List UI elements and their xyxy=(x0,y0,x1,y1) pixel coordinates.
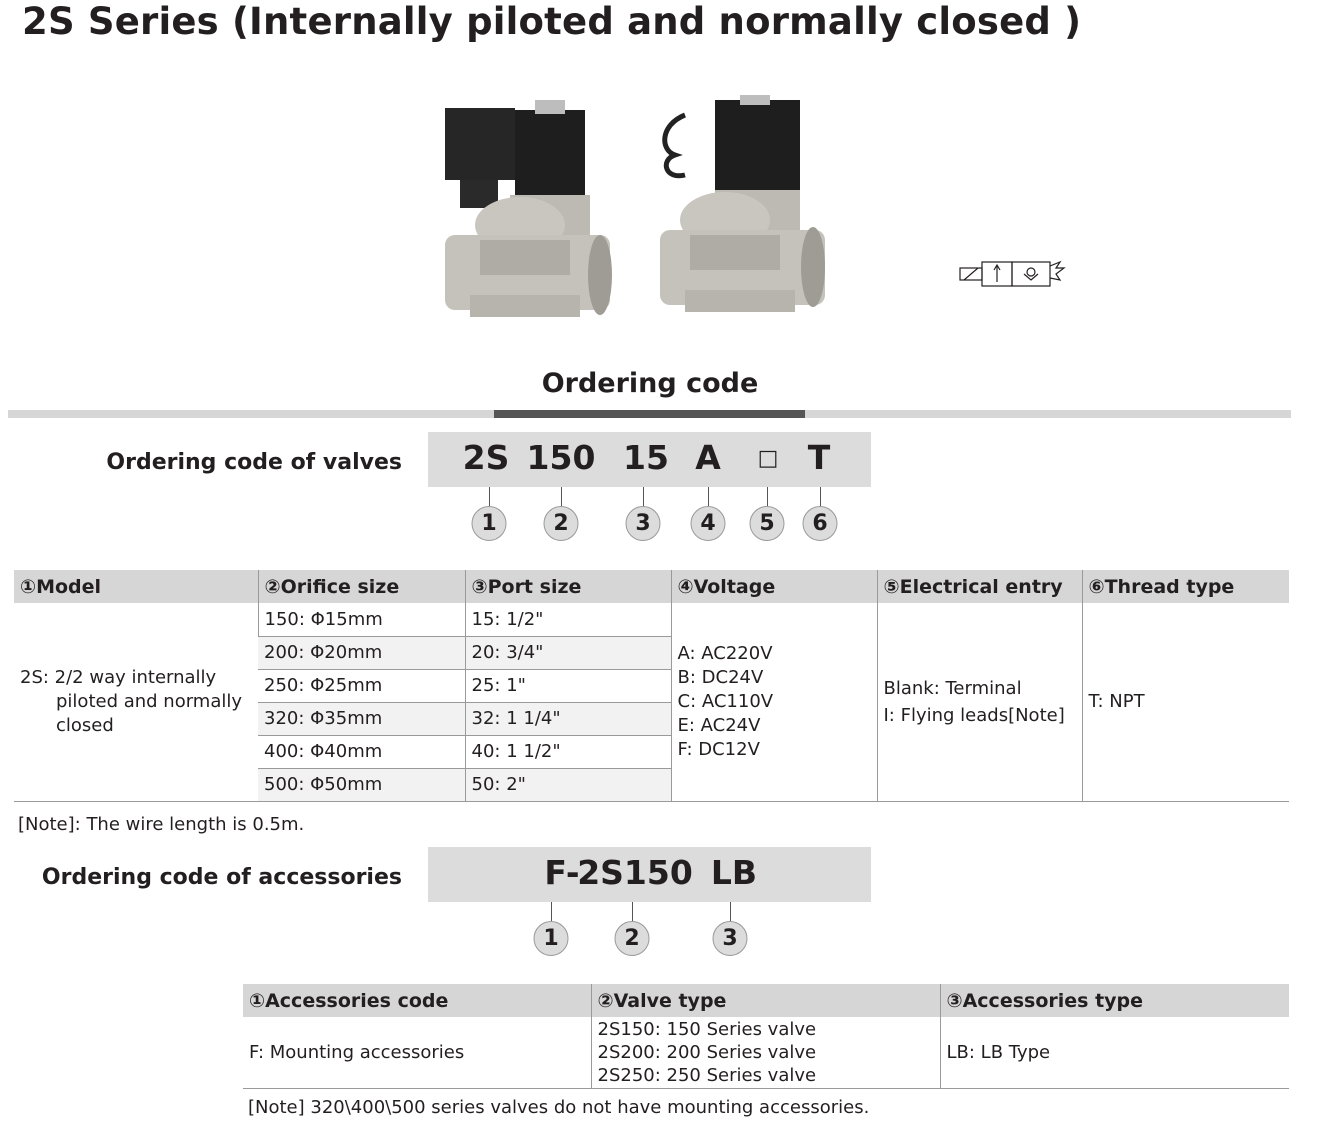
valve-terminal-image xyxy=(440,100,615,325)
valve-code-label: Ordering code of valves xyxy=(106,450,402,475)
orifice-value: 150: Φ15mm xyxy=(258,603,465,636)
thread-value: T: NPT xyxy=(1082,603,1289,801)
code-segment-voltage: A xyxy=(695,438,721,477)
model-text: 2S: 2/2 way internally xyxy=(20,666,217,688)
code-number-badge: 2 xyxy=(544,506,579,541)
header-port: ③Port size xyxy=(465,570,671,603)
code-segment-accessory: F- xyxy=(544,853,580,892)
code-segment-model: 2S xyxy=(462,438,510,477)
code-number-badge: 1 xyxy=(534,921,569,956)
accessory-code-label: Ordering code of accessories xyxy=(41,865,402,890)
code-connector xyxy=(561,487,562,506)
model-text: closed xyxy=(56,714,114,736)
port-value: 40: 1 1/2" xyxy=(465,735,671,768)
code-connector xyxy=(708,487,709,506)
valve-type-cell xyxy=(591,1017,940,1088)
code-connector xyxy=(632,902,633,921)
code-segment-valve-type: 2S150 xyxy=(577,853,693,892)
port-value: 15: 1/2" xyxy=(465,603,671,636)
header-valve-type: ②Valve type xyxy=(591,984,940,1017)
code-connector xyxy=(767,487,768,506)
header-entry: ⑤Electrical entry xyxy=(877,570,1082,603)
valve-spec-table xyxy=(14,570,1289,802)
valve-type-value: 2S150: 150 Series valve xyxy=(597,1018,817,1040)
page-title: 2S Series (Internally piloted and normally closed ) xyxy=(22,0,1082,43)
header-orifice: ②Orifice size xyxy=(258,570,465,603)
ordering-code-heading: Ordering code xyxy=(541,368,759,399)
orifice-value: 400: Φ40mm xyxy=(258,735,465,768)
valve-code-box xyxy=(428,432,871,487)
orifice-value: 250: Φ25mm xyxy=(258,669,465,702)
code-number-badge: 1 xyxy=(472,506,507,541)
header-model: ①Model xyxy=(14,570,258,603)
model-cell xyxy=(14,603,258,801)
code-connector xyxy=(551,902,552,921)
header-accessory-code: ①Accessories code xyxy=(243,984,591,1017)
valve-symbol-icon xyxy=(956,258,1068,290)
valve-note: [Note]: The wire length is 0.5m. xyxy=(18,814,305,835)
accessory-note: [Note] 320\400\500 series valves do not have mounting accessories. xyxy=(248,1097,870,1118)
entry-cell xyxy=(877,603,1082,801)
voltage-cell xyxy=(671,603,877,801)
code-number-badge: 4 xyxy=(691,506,726,541)
voltage-value: E: AC24V xyxy=(677,714,761,736)
code-number-badge: 5 xyxy=(750,506,785,541)
code-connector xyxy=(489,487,490,506)
header-thread: ⑥Thread type xyxy=(1082,570,1289,603)
port-value: 32: 1 1/4" xyxy=(465,702,671,735)
orifice-value: 500: Φ50mm xyxy=(258,768,465,801)
accessory-code-box xyxy=(428,847,871,902)
code-segment-accessory-type: LB xyxy=(710,853,758,892)
voltage-value: B: DC24V xyxy=(677,666,764,688)
accessory-type-value: LB: LB Type xyxy=(940,1017,1289,1088)
code-segment-thread: T xyxy=(807,438,831,477)
header-accessory-type: ③Accessories type xyxy=(940,984,1289,1017)
accessory-code-value: F: Mounting accessories xyxy=(249,1041,465,1063)
orifice-value: 200: Φ20mm xyxy=(258,636,465,669)
code-number-badge: 3 xyxy=(713,921,748,956)
code-segment-entry: □ xyxy=(757,446,779,471)
orifice-value: 320: Φ35mm xyxy=(258,702,465,735)
code-segment-port: 15 xyxy=(623,438,669,477)
port-value: 25: 1" xyxy=(465,669,671,702)
code-connector xyxy=(730,902,731,921)
section-divider-accent xyxy=(494,410,805,418)
voltage-value: F: DC12V xyxy=(677,738,760,760)
valve-type-value: 2S250: 250 Series valve xyxy=(597,1064,817,1086)
port-value: 50: 2" xyxy=(465,768,671,801)
code-number-badge: 3 xyxy=(626,506,661,541)
port-value: 20: 3/4" xyxy=(465,636,671,669)
entry-value: Blank: Terminal xyxy=(883,677,1022,699)
valve-flying-leads-image xyxy=(655,95,830,320)
code-connector xyxy=(643,487,644,506)
voltage-value: C: AC110V xyxy=(677,690,774,712)
code-number-badge: 6 xyxy=(803,506,838,541)
valve-type-value: 2S200: 200 Series valve xyxy=(597,1041,817,1063)
entry-value: I: Flying leads[Note] xyxy=(883,704,1065,726)
header-voltage: ④Voltage xyxy=(671,570,877,603)
accessory-spec-table xyxy=(243,984,1289,1089)
code-segment-orifice: 150 xyxy=(526,438,596,477)
model-text: piloted and normally xyxy=(56,690,243,712)
code-number-badge: 2 xyxy=(615,921,650,956)
code-connector xyxy=(820,487,821,506)
voltage-value: A: AC220V xyxy=(677,642,773,664)
